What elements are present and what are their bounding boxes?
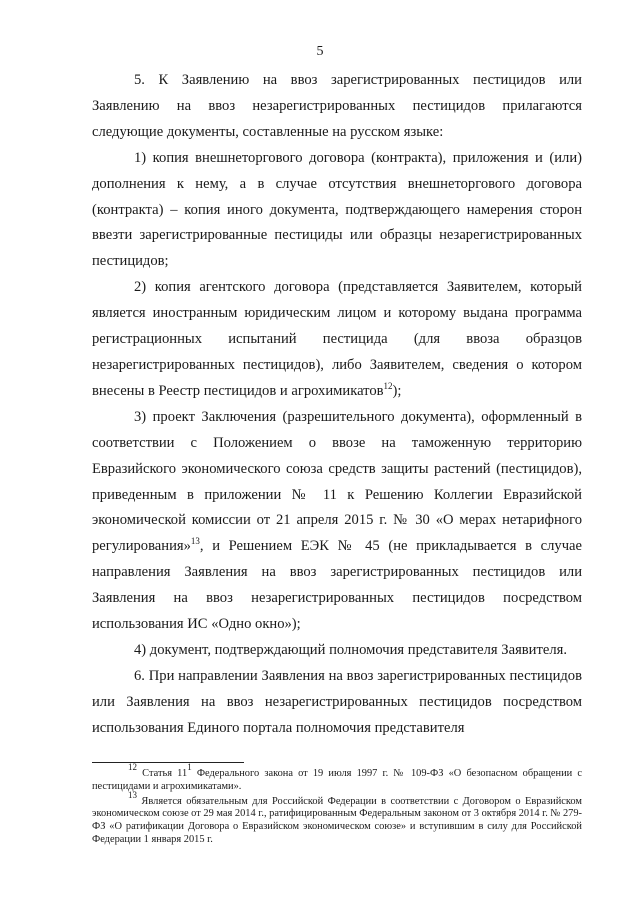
footnotes (92, 762, 582, 847)
footnote-separator (92, 762, 244, 763)
footnote-ref-12[interactable]: 12 (383, 380, 393, 391)
footnote-12 (92, 762, 582, 794)
footnote-ref-13[interactable]: 13 (190, 536, 200, 547)
paragraph-6: 6. При направлении Заявления на ввоз зарегистрированных пестицидов или Заявления на ввоз незарегистрированных пестицидов посредством использования Единого портала полномочия представителя (92, 667, 582, 736)
footnote-12-text-a: Статья 11 (137, 768, 188, 779)
footnote-mark-13: 13 (128, 789, 137, 800)
footnote-12-text-b: Федерального закона от 19 июля 1997 г. № 109-ФЗ «О безопасном обращении с пестицидами и агрохимикатами». (92, 768, 582, 792)
item-2-paragraph (92, 275, 582, 405)
main-text (92, 68, 582, 742)
item-3-paragraph (92, 405, 582, 638)
item-2-text: 2) копия агентского договора (представляется Заявителем, который является иностранным юридическим лицом и которому выдана программа регистрационных испытаний пестицида (для ввоза образцов незарегистрированных пестицидов), либо Заявителем, сведения о котором внесены в Реестр пестицидов и агрохимикатов (92, 279, 582, 399)
footnote-13-text: Является обязательным для Российской Федерации в соответствии с Договором о Евразийском экономическом союзе от 29 мая 2014 г., ратифицированным Федеральным законом от 3 октября 2014 г. № 279-ФЗ «О ратификации Договора о Евразийском экономическом союзе» и вступившим в силу для Российской Федерации 1 января 2015 г. (92, 795, 582, 845)
item-2-tail: ); (392, 382, 402, 399)
footnote-mark-12: 12 (128, 762, 137, 772)
footnote-12-article-sup: 1 (187, 762, 192, 772)
item-4-paragraph: 4) документ, подтверждающий полномочия представителя Заявителя. (134, 641, 567, 658)
item-3-text: 3) проект Заключения (разрешительного документа), оформленный в соответствии с Положением о ввозе на таможенную территорию Евразийского экономического союза средств защиты растений (пестицидов), приведенным в приложении № 11 к Решению Коллегии Евразийской экономической комиссии от 21 апреля 2015 г. № 30 «О мерах нетарифного регулирования» (92, 408, 582, 555)
item-1-paragraph: 1) копия внешнеторгового договора (контракта), приложения и (или) дополнения к нему, а в случае отсутствия внешнеторгового договора (контракта) – копия иного документа, подтверждающего намерения сторон ввезти зарегистрированные пестициды или образцы незарегистрированных пестицидов; (92, 149, 582, 270)
page-number: 5 (316, 44, 324, 59)
paragraph-5: 5. К Заявлению на ввоз зарегистрированных пестицидов или Заявлению на ввоз незарегистрированных пестицидов прилагаются следующие документы, составленные на русском языке: (92, 72, 582, 140)
item-3-tail: , и Решением ЕЭК № 45 (не прикладывается в случае направления Заявления на ввоз зарегистрированных пестицидов или Заявления на ввоз незарегистрированных пестицидов посредством использования ИС «Одно окно»); (92, 538, 582, 633)
footnote-13 (92, 789, 582, 847)
